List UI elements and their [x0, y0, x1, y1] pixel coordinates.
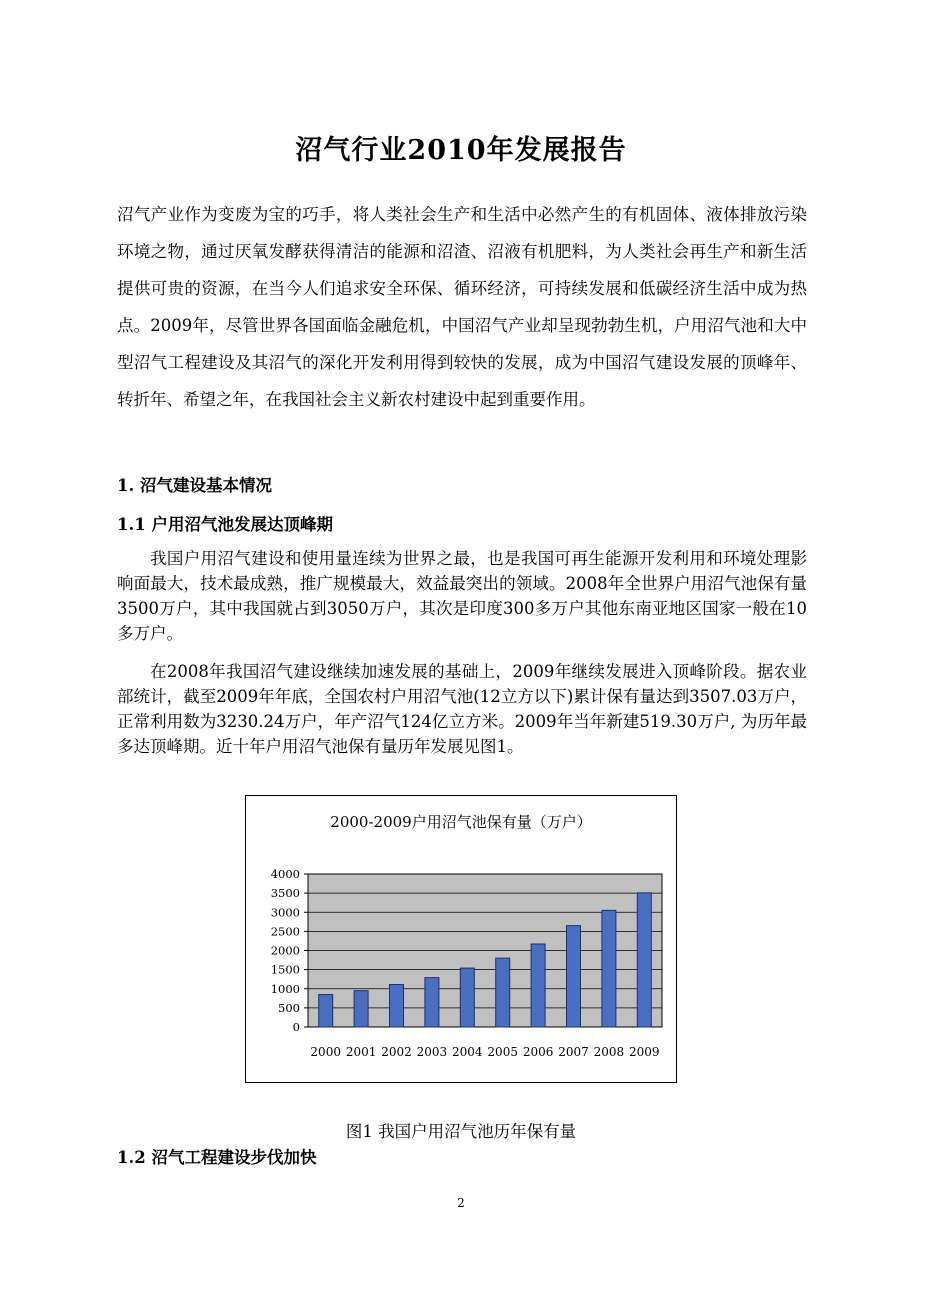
x-tick-label: 2008 [593, 1045, 625, 1059]
y-tick-label: 1000 [270, 981, 300, 996]
x-tick-label: 2000 [310, 1045, 341, 1059]
bar-2003 [425, 978, 439, 1027]
x-tick-label: 2002 [381, 1045, 412, 1059]
x-tick-label: 2006 [522, 1045, 554, 1059]
x-tick-label: 2009 [629, 1045, 660, 1059]
section-heading-1-1: 1.1 户用沼气池发展达顶峰期 [117, 515, 333, 534]
y-tick-label: 1500 [270, 962, 300, 977]
x-tick-label: 2004 [452, 1045, 483, 1059]
y-tick-label: 500 [278, 1000, 300, 1015]
page-number: 2 [457, 1196, 465, 1210]
intro-paragraph: 沼气产业作为变废为宝的巧手，将人类社会生产和生活中必然产生的有机固体、液体排放污染环境之物，通过厌氧发酵获得清洁的能源和沼渣、沼液有机肥料，为人类社会再生产和新生活提供可贵的资源，在当今人们追求安全环保、循环经济，可持续发展和低碳经济生活中成为热点。2009年，尽管世界各国面临金融危机，中国沼气产业却呈现勃勃生机，户用沼气池和大中型沼气工程建设及其沼气的深化开发利用得到较快的发展，成为中国沼气建设发展的顶峰年、转折年、希望之年，在我国社会主义新农村建设中起到重要作用。 [117, 205, 807, 409]
figure-caption: 图1 我国户用沼气池历年保有量 [345, 1122, 577, 1141]
bar-2006 [531, 944, 545, 1027]
document-title: 沼气行业2010年发展报告 [295, 135, 627, 166]
y-tick-label: 3500 [270, 886, 300, 901]
bar-2000 [319, 995, 333, 1027]
plot-area [271, 867, 662, 1059]
section-heading-1-2: 1.2 沼气工程建设步伐加快 [117, 1148, 317, 1167]
section-heading-1: 1. 沼气建设基本情况 [117, 476, 272, 495]
bar-2005 [496, 958, 510, 1027]
body-paragraph-1: 我国户用沼气建设和使用量连续为世界之最，也是我国可再生能源开发利用和环境处理影响面最大，技术最成熟，推广规模最大，效益最突出的领域。2008年全世界户用沼气池保有量3500万户，其中我国就占到3050万户，其次是印度300多万户其他东南亚地区国家一般在10多万户。 [117, 549, 807, 643]
y-tick-label: 4000 [270, 867, 300, 881]
x-tick-label: 2005 [487, 1045, 518, 1059]
bar-2008 [602, 910, 616, 1027]
bar-2002 [390, 985, 404, 1027]
figure-1-chart [245, 795, 677, 1083]
y-tick-label: 2500 [270, 924, 300, 939]
x-tick-label: 2001 [345, 1045, 377, 1059]
bar-2001 [354, 991, 368, 1027]
bar-2004 [460, 968, 474, 1027]
body-paragraph-2: 在2008年我国沼气建设继续加速发展的基础上，2009年继续发展进入顶峰阶段。据农业部统计，截至2009年年底，全国农村户用沼气池(12立方以下)累计保有量达到3507.03万户，正常利用数为3230.24万户，年产沼气124亿立方米。2009年当年新建519.30万户, 为历年最多达顶峰期。近十年户用沼气池保有量历年发展见图1。 [117, 662, 807, 756]
bar-2007 [567, 926, 581, 1027]
x-tick-label: 2003 [416, 1045, 448, 1059]
y-tick-label: 0 [292, 1020, 300, 1034]
y-tick-label: 2000 [270, 943, 300, 958]
x-tick-label: 2007 [558, 1045, 589, 1059]
bar-2009 [637, 893, 651, 1027]
chart-title: 2000-2009户用沼气池保有量（万户） [330, 813, 592, 831]
y-tick-label: 3000 [270, 905, 300, 920]
bar-chart-svg [246, 796, 676, 1082]
